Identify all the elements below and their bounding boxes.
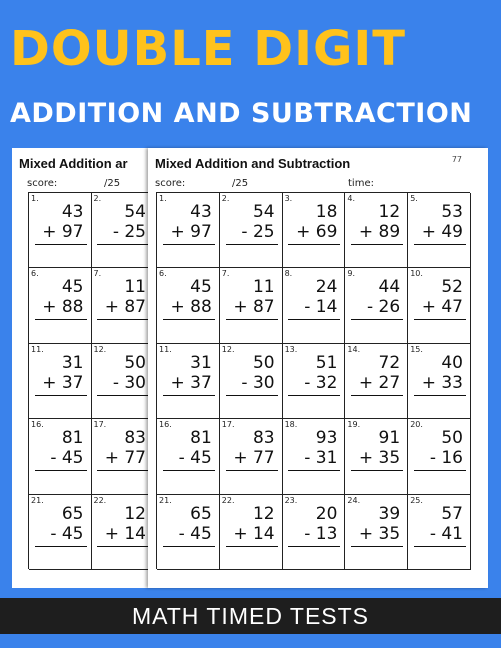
problem-cell xyxy=(92,268,151,343)
problem-cell xyxy=(345,344,408,419)
worksheet-front-page xyxy=(148,148,488,588)
page-number: 77 xyxy=(451,155,462,164)
problem-top-operand: 51 xyxy=(315,352,338,373)
problem-number: 2. xyxy=(221,194,230,203)
problem-number: 25. xyxy=(410,495,423,505)
problem-number: 11. xyxy=(159,344,172,354)
problem-top-operand: 57 xyxy=(441,503,463,524)
problem-top-operand: 18 xyxy=(315,202,338,222)
problem-top-operand: 45 xyxy=(61,277,84,298)
problem-cell xyxy=(283,193,346,268)
problem-top-operand: 39 xyxy=(378,503,401,524)
problem-cell xyxy=(283,268,346,343)
problem-bottom-operand: - 45 xyxy=(178,523,212,544)
problem-cell xyxy=(283,495,346,570)
problem-number: 11. xyxy=(31,344,44,354)
answer-line xyxy=(414,319,466,320)
answer-line xyxy=(414,470,466,471)
score-label: score: xyxy=(155,178,186,189)
problem-top-operand: 91 xyxy=(378,428,401,449)
problem-cell xyxy=(220,193,283,268)
problem-cell xyxy=(283,419,346,494)
problem-bottom-operand: - 30 xyxy=(112,372,146,393)
problem-bottom-operand: - 26 xyxy=(367,297,401,318)
problem-number: 21. xyxy=(31,495,44,505)
answer-line xyxy=(97,470,149,471)
problem-cell xyxy=(408,495,471,570)
problem-number: 22. xyxy=(93,495,107,505)
score-total: /25 xyxy=(232,178,249,189)
score-label: score: xyxy=(27,178,58,189)
problem-number: 21. xyxy=(159,495,172,505)
problem-bottom-operand: + 87 xyxy=(104,297,146,318)
problem-bottom-operand: + 33 xyxy=(421,372,463,393)
answer-line xyxy=(351,244,403,245)
problem-top-operand: 43 xyxy=(61,202,84,222)
answer-line xyxy=(226,546,278,547)
problem-bottom-operand: + 27 xyxy=(358,372,401,393)
answer-line xyxy=(35,395,87,396)
problem-cell xyxy=(157,193,220,268)
problem-cell xyxy=(345,419,408,494)
problem-top-operand: 93 xyxy=(315,428,338,449)
problem-number: 16. xyxy=(31,420,44,430)
problem-cell xyxy=(29,193,92,268)
problem-top-operand: 20 xyxy=(315,503,338,524)
problem-number: 12. xyxy=(221,344,235,354)
problem-number: 19. xyxy=(347,420,361,430)
problem-cell xyxy=(283,344,346,419)
problem-bottom-operand: - 45 xyxy=(50,523,84,544)
cover-subtitle: ADDITION AND SUBTRACTION xyxy=(10,98,473,129)
problem-cell xyxy=(29,344,92,419)
problem-cell xyxy=(345,193,408,268)
problem-top-operand: 40 xyxy=(441,352,463,373)
problem-bottom-operand: + 37 xyxy=(170,372,212,393)
problem-cell xyxy=(92,344,151,419)
problem-number: 24. xyxy=(347,495,361,505)
problem-bottom-operand: - 45 xyxy=(178,448,212,469)
answer-line xyxy=(226,319,278,320)
problem-top-operand: 11 xyxy=(252,277,275,298)
answer-line xyxy=(351,470,403,471)
problem-top-operand: 65 xyxy=(190,503,212,524)
problem-cell xyxy=(29,419,92,494)
answer-line xyxy=(35,470,87,471)
answer-line xyxy=(163,470,215,471)
footer-banner: MATH TIMED TESTS xyxy=(0,598,501,634)
problem-cell xyxy=(157,495,220,570)
answer-line xyxy=(414,546,466,547)
answer-line xyxy=(35,319,87,320)
problem-number: 9. xyxy=(347,269,356,279)
problem-cell xyxy=(345,495,408,570)
problem-bottom-operand: + 77 xyxy=(104,448,146,469)
problem-bottom-operand: - 45 xyxy=(50,448,84,469)
problem-grid xyxy=(28,192,150,569)
problem-bottom-operand: + 87 xyxy=(233,297,275,318)
answer-line xyxy=(288,470,340,471)
problem-bottom-operand: - 25 xyxy=(241,222,275,242)
problem-number: 5. xyxy=(410,194,418,203)
problem-number: 17. xyxy=(93,420,107,430)
problem-top-operand: 12 xyxy=(378,202,401,222)
problem-bottom-operand: + 88 xyxy=(42,297,84,318)
problem-bottom-operand: + 35 xyxy=(358,523,401,544)
problem-bottom-operand: - 32 xyxy=(304,372,338,393)
problem-top-operand: 53 xyxy=(441,202,463,222)
problem-cell xyxy=(220,344,283,419)
problem-bottom-operand: + 97 xyxy=(170,222,212,242)
answer-line xyxy=(97,244,149,245)
problem-cell xyxy=(157,268,220,343)
answer-line xyxy=(97,395,149,396)
problem-top-operand: 65 xyxy=(61,503,84,524)
answer-line xyxy=(288,546,340,547)
problem-top-operand: 54 xyxy=(252,202,275,222)
problem-bottom-operand: + 89 xyxy=(358,222,401,242)
problem-cell xyxy=(92,495,151,570)
problem-top-operand: 11 xyxy=(124,277,146,298)
worksheet-back-page xyxy=(12,148,150,588)
problem-bottom-operand: - 25 xyxy=(112,222,146,242)
problem-top-operand: 31 xyxy=(61,352,84,373)
problem-number: 1. xyxy=(159,194,167,203)
problem-number: 8. xyxy=(284,269,293,279)
problem-top-operand: 81 xyxy=(190,428,212,449)
answer-line xyxy=(351,546,403,547)
problem-number: 20. xyxy=(410,420,423,430)
problem-grid xyxy=(156,192,470,569)
problem-cell xyxy=(29,495,92,570)
problem-bottom-operand: - 16 xyxy=(429,448,463,469)
problem-top-operand: 52 xyxy=(441,277,463,298)
problem-bottom-operand: + 88 xyxy=(170,297,212,318)
problem-top-operand: 24 xyxy=(315,277,338,298)
problem-number: 12. xyxy=(93,344,107,354)
problem-number: 16. xyxy=(159,420,172,430)
problem-number: 7. xyxy=(221,269,230,279)
problem-bottom-operand: + 69 xyxy=(296,222,338,242)
problem-number: 6. xyxy=(159,269,167,279)
problem-cell xyxy=(92,193,151,268)
problem-number: 22. xyxy=(221,495,235,505)
problem-bottom-operand: + 49 xyxy=(421,222,463,242)
problem-number: 10. xyxy=(410,269,423,279)
problem-number: 1. xyxy=(31,194,39,203)
problem-bottom-operand: + 37 xyxy=(42,372,84,393)
problem-cell xyxy=(220,268,283,343)
problem-number: 14. xyxy=(347,344,361,354)
problem-cell xyxy=(157,344,220,419)
problem-bottom-operand: - 41 xyxy=(429,523,463,544)
problem-bottom-operand: - 14 xyxy=(304,297,338,318)
cover-title: DOUBLE DIGIT xyxy=(10,21,406,77)
problem-top-operand: 44 xyxy=(378,277,401,298)
answer-line xyxy=(226,470,278,471)
problem-cell xyxy=(408,268,471,343)
problem-top-operand: 50 xyxy=(441,428,463,449)
problem-cell xyxy=(345,268,408,343)
problem-bottom-operand: + 35 xyxy=(358,448,401,469)
answer-line xyxy=(163,244,215,245)
problem-top-operand: 83 xyxy=(252,428,275,449)
answer-line xyxy=(288,319,340,320)
problem-top-operand: 72 xyxy=(378,352,401,373)
score-total: /25 xyxy=(104,178,121,189)
problem-top-operand: 54 xyxy=(124,202,146,222)
problem-number: 4. xyxy=(347,194,356,203)
time-label: time: xyxy=(348,178,374,189)
answer-line xyxy=(163,546,215,547)
problem-cell xyxy=(220,495,283,570)
problem-top-operand: 81 xyxy=(61,428,84,449)
problem-number: 13. xyxy=(284,344,298,354)
problem-bottom-operand: + 97 xyxy=(42,222,84,242)
problem-number: 2. xyxy=(93,194,102,203)
answer-line xyxy=(97,319,149,320)
footer-bottom-strip xyxy=(0,634,501,648)
answer-line xyxy=(414,395,466,396)
answer-line xyxy=(35,546,87,547)
answer-line xyxy=(226,244,278,245)
problem-top-operand: 83 xyxy=(124,428,146,449)
answer-line xyxy=(288,395,340,396)
answer-line xyxy=(351,319,403,320)
problem-bottom-operand: + 47 xyxy=(421,297,463,318)
worksheet-title: Mixed Addition and Subtraction xyxy=(155,156,351,171)
problem-number: 7. xyxy=(93,269,102,279)
problem-number: 17. xyxy=(221,420,235,430)
answer-line xyxy=(163,319,215,320)
problem-bottom-operand: - 13 xyxy=(304,523,338,544)
answer-line xyxy=(288,244,340,245)
problem-cell xyxy=(408,419,471,494)
answer-line xyxy=(97,546,149,547)
problem-top-operand: 50 xyxy=(252,352,275,373)
worksheet-title: Mixed Addition ar xyxy=(19,156,128,171)
problem-number: 18. xyxy=(284,420,298,430)
problem-bottom-operand: + 14 xyxy=(104,523,146,544)
problem-cell xyxy=(29,268,92,343)
problem-bottom-operand: - 30 xyxy=(241,372,275,393)
problem-cell xyxy=(408,193,471,268)
problem-cell xyxy=(157,419,220,494)
answer-line xyxy=(414,244,466,245)
problem-top-operand: 12 xyxy=(252,503,275,524)
problem-bottom-operand: + 14 xyxy=(233,523,275,544)
answer-line xyxy=(35,244,87,245)
problem-cell xyxy=(408,344,471,419)
problem-cell xyxy=(92,419,151,494)
problem-bottom-operand: - 31 xyxy=(304,448,338,469)
answer-line xyxy=(226,395,278,396)
problem-top-operand: 31 xyxy=(190,352,212,373)
problem-top-operand: 12 xyxy=(124,503,146,524)
problem-number: 15. xyxy=(410,344,423,354)
problem-top-operand: 50 xyxy=(124,352,146,373)
problem-number: 23. xyxy=(284,495,298,505)
problem-bottom-operand: + 77 xyxy=(233,448,275,469)
problem-number: 6. xyxy=(31,269,39,279)
answer-line xyxy=(163,395,215,396)
problem-cell xyxy=(220,419,283,494)
answer-line xyxy=(351,395,403,396)
problem-top-operand: 43 xyxy=(190,202,212,222)
problem-number: 3. xyxy=(284,194,293,203)
problem-top-operand: 45 xyxy=(190,277,212,298)
